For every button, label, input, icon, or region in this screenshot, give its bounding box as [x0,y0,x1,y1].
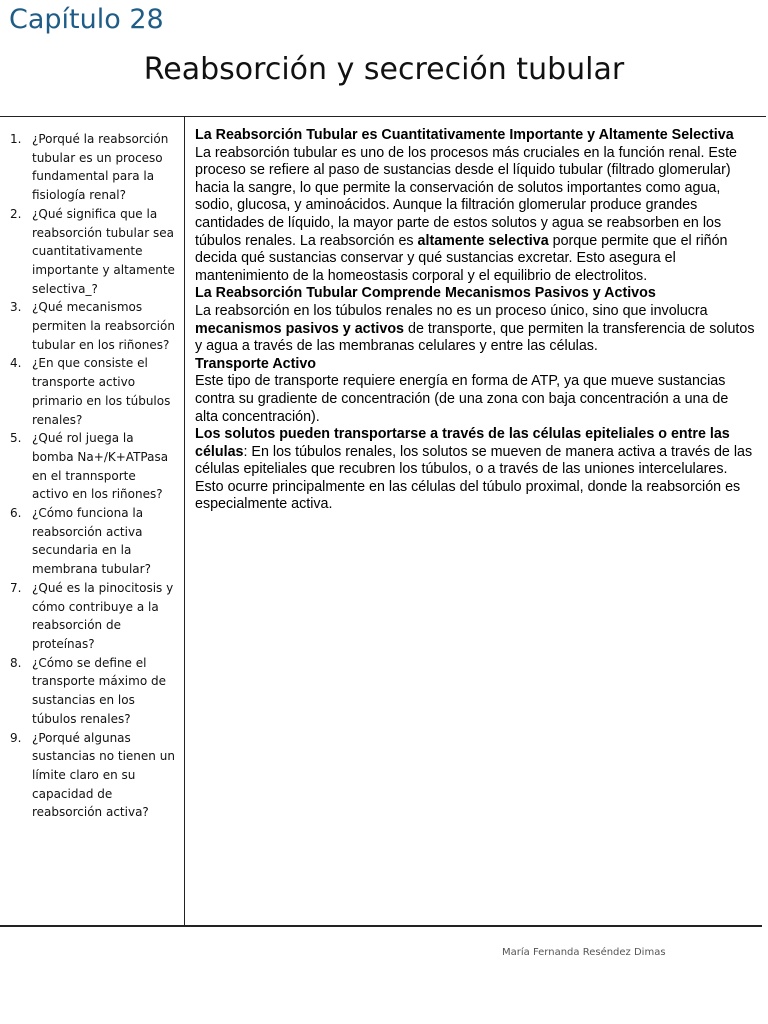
question-text: ¿Porqué algunas sustancias no tienen un límite claro en su capacidad de reabsorción activa? [32,730,175,820]
paragraph-text: de transporte, que permiten la transferencia de solutos y agua a través de las membranas celulares y entre las células. [195,320,755,355]
question-item [0,579,180,654]
paragraph [195,426,755,514]
question-text: ¿Porqué la reabsorción tubular es un proceso fundamental para la fisiología renal? [32,132,169,203]
question-number: 8. [10,655,22,670]
question-text: ¿Qué rol juega la bomba Na+/K+ATPasa en el trannsporte activo en los riñones? [32,431,169,502]
paragraph [195,303,755,356]
question-number: 4. [10,356,22,371]
bold-term: Los solutos pueden transportarse a través de las células epiteliales o entre las células [195,426,730,460]
paragraph-text: La reabsorción en los túbulos renales no es un proceso único, sino que involucra [195,302,708,319]
question-item [0,729,180,823]
top-divider [0,116,766,117]
question-item [0,504,180,579]
question-text: ¿Qué significa que la reabsorción tubular sea cuantitativamente importante y altamente selectiva_? [32,206,175,296]
paragraph-text: La reabsorción tubular es uno de los procesos más cruciales en la función renal. Este proceso se refiere al paso de sustancias desde el líquido tubular (filtrado glomerular) hacia la sangre, lo que permite la conservación de solutos importantes como agua, sodio, glucosa, y aminoácidos. Aunque la filtración glomerular produce grandes cantidades de líquido, la mayor parte de estos solutos y agua se reabsorben en los túbulos renales. La reabsorción es [195,144,737,249]
question-number: 5. [10,431,22,446]
question-number: 6. [10,506,22,521]
question-text: ¿Cómo se define el transporte máximo de sustancias en los túbulos renales? [32,655,166,726]
section-heading: La Reabsorción Tubular es Cuantitativamente Importante y Altamente Selectiva [195,127,734,143]
column-divider [184,117,185,925]
question-item [0,654,180,729]
question-item [0,130,180,205]
question-item [0,429,180,504]
question-number: 2. [10,206,22,221]
content-section [195,127,755,514]
question-number: 3. [10,300,22,315]
section-heading: Transporte Activo [195,355,317,372]
question-item [0,298,180,354]
page-title: Reabsorción y secreción tubular [143,52,625,87]
question-text: ¿Qué es la pinocitosis y cómo contribuye a la reabsorción de proteínas? [32,580,174,651]
bottom-divider [0,925,762,927]
question-number: 7. [10,580,22,595]
question-text: ¿Qué mecanismos permiten la reabsorción tubular en los riñones? [32,300,175,352]
question-text: ¿En que consiste el transporte activo primario en los túbulos renales? [32,356,171,427]
author-name: María Fernanda Reséndez Dimas [502,947,666,958]
question-item [0,205,180,299]
paragraph-text: porque permite que el riñón decida qué sustancias conservar y qué sustancias excretar. Esto asegura el mantenimiento de la homeostasis corporal y el equilibrio de electrolitos. [195,232,728,284]
bold-term: altamente selectiva [417,232,549,249]
paragraph [195,145,755,286]
bold-term: mecanismos pasivos y activos [195,320,405,337]
paragraph: Este tipo de transporte requiere energía en forma de ATP, ya que mueve sustancias contra su gradiente de concentración (de una zona con baja concentración a una de alta concentración). [195,373,729,425]
chapter-label: Capítulo 28 [9,4,164,35]
section-heading: La Reabsorción Tubular Comprende Mecanismos Pasivos y Activos [195,285,656,302]
question-item [0,354,180,429]
question-number: 1. [10,132,22,146]
questions-list [0,130,180,822]
question-number: 9. [10,730,22,745]
question-text: ¿Cómo funciona la reabsorción activa secundaria en la membrana tubular? [32,506,151,577]
paragraph-text: : En los túbulos renales, los solutos se mueven de manera activa a través de las células epiteliales que recubren los túbulos, o a través de las uniones intercelulares. Esto ocurre principalmente en las células del túbulo proximal, donde la reabsorción es especialmente activa. [195,443,753,513]
